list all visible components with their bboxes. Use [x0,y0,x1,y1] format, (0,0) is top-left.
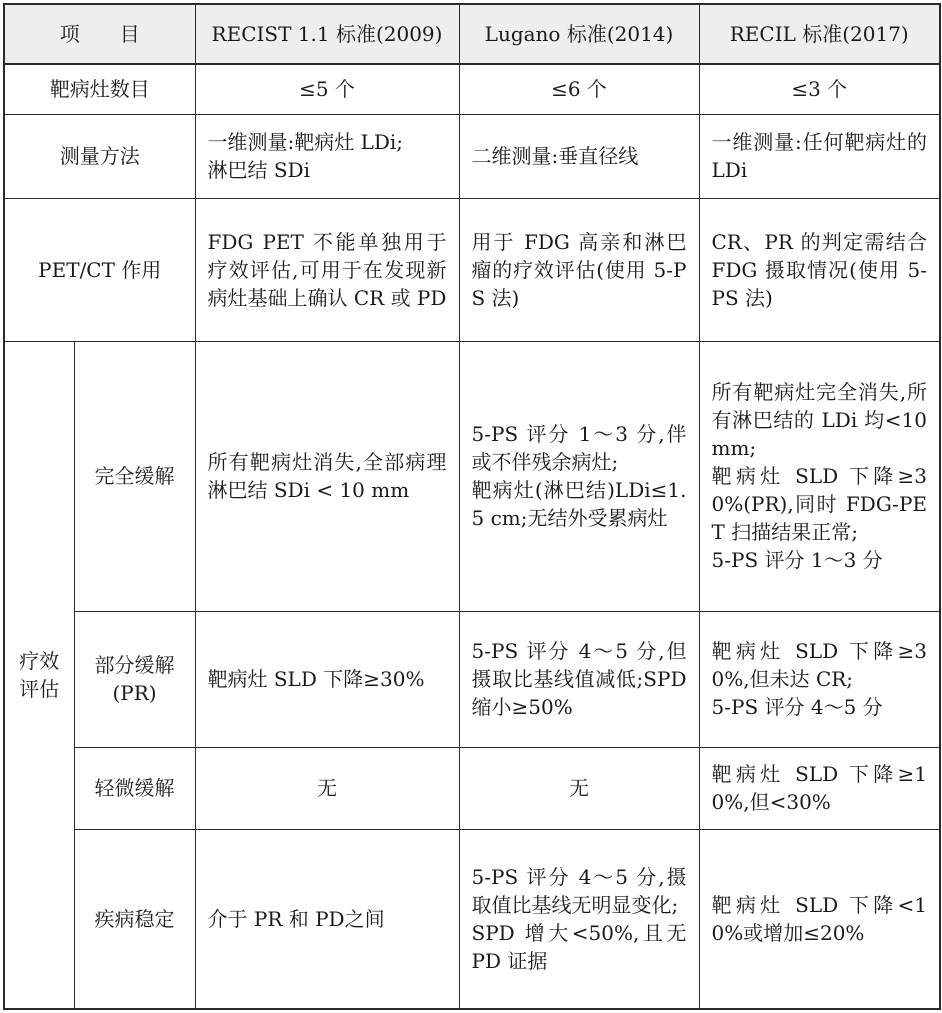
cell-recist: 无 [195,747,459,829]
cell-recist: 介于 PR 和 PD之间 [195,829,459,1009]
cell-recist: 靶病灶 SLD 下降≥30% [195,611,459,747]
header-recil: RECIL 标准(2017) [699,4,940,64]
row-label: 完全缓解 [74,341,195,611]
cell-lugano: 5-PS 评分 1～3 分,伴或不伴残余病灶; 靶病灶(淋巴结)LDi≤1.5 cm;无结外受累病灶 [459,341,699,611]
criteria-comparison-table [3,3,941,1010]
cell-lugano: 无 [459,747,699,829]
cell-recil: ≤3 个 [699,64,940,114]
header-recist: RECIST 1.1 标准(2009) [195,4,459,64]
row-petct [4,198,940,341]
row-label: 测量方法 [4,114,195,198]
cell-recist: 所有靶病灶消失,全部病理淋巴结 SDi < 10 mm [195,341,459,611]
row-label: 靶病灶数目 [4,64,195,114]
cell-recist: ≤5 个 [195,64,459,114]
row-target-count [4,64,940,114]
header-lugano: Lugano 标准(2014) [459,4,699,64]
cell-lugano: ≤6 个 [459,64,699,114]
row-complete-response [4,341,940,611]
efficacy-group-label: 疗效 评估 [4,341,74,1009]
cell-recil: 一维测量:任何靶病灶的 LDi [699,114,940,198]
cell-lugano: 二维测量:垂直径线 [459,114,699,198]
cell-recil: 靶病灶 SLD 下降<10%或增加≤20% [699,829,940,1009]
row-label: 疾病稳定 [74,829,195,1009]
row-partial-response [4,611,940,747]
cell-recist: FDG PET 不能单独用于疗效评估,可用于在发现新病灶基础上确认 CR 或 PD [195,198,459,341]
row-label: 轻微缓解 [74,747,195,829]
header-row [4,4,940,64]
cell-lugano: 用于 FDG 高亲和淋巴瘤的疗效评估(使用 5-PS 法) [459,198,699,341]
cell-recil: 靶病灶 SLD 下降≥30%,但未达 CR; 5-PS 评分 4～5 分 [699,611,940,747]
cell-lugano: 5-PS 评分 4～5 分,但摄取比基线值减低;SPD 缩小≥50% [459,611,699,747]
row-label: 部分缓解 (PR) [74,611,195,747]
header-item: 项 目 [4,4,195,64]
row-measurement [4,114,940,198]
cell-recil: CR、PR 的判定需结合 FDG 摄取情况(使用 5-PS 法) [699,198,940,341]
row-minor-response [4,747,940,829]
cell-recil: 所有靶病灶完全消失,所有淋巴结的 LDi 均<10 mm; 靶病灶 SLD 下降≥30%(PR),同时 FDG-PET 扫描结果正常; 5-PS 评分 1～3 分 [699,341,940,611]
row-label: PET/CT 作用 [4,198,195,341]
cell-lugano: 5-PS 评分 4～5 分,摄取值比基线无明显变化; SPD 增大<50%,且无 PD 证据 [459,829,699,1009]
cell-recist: 一维测量:靶病灶 LDi; 淋巴结 SDi [195,114,459,198]
cell-recil: 靶病灶 SLD 下降≥10%,但<30% [699,747,940,829]
row-stable-disease [4,829,940,1009]
